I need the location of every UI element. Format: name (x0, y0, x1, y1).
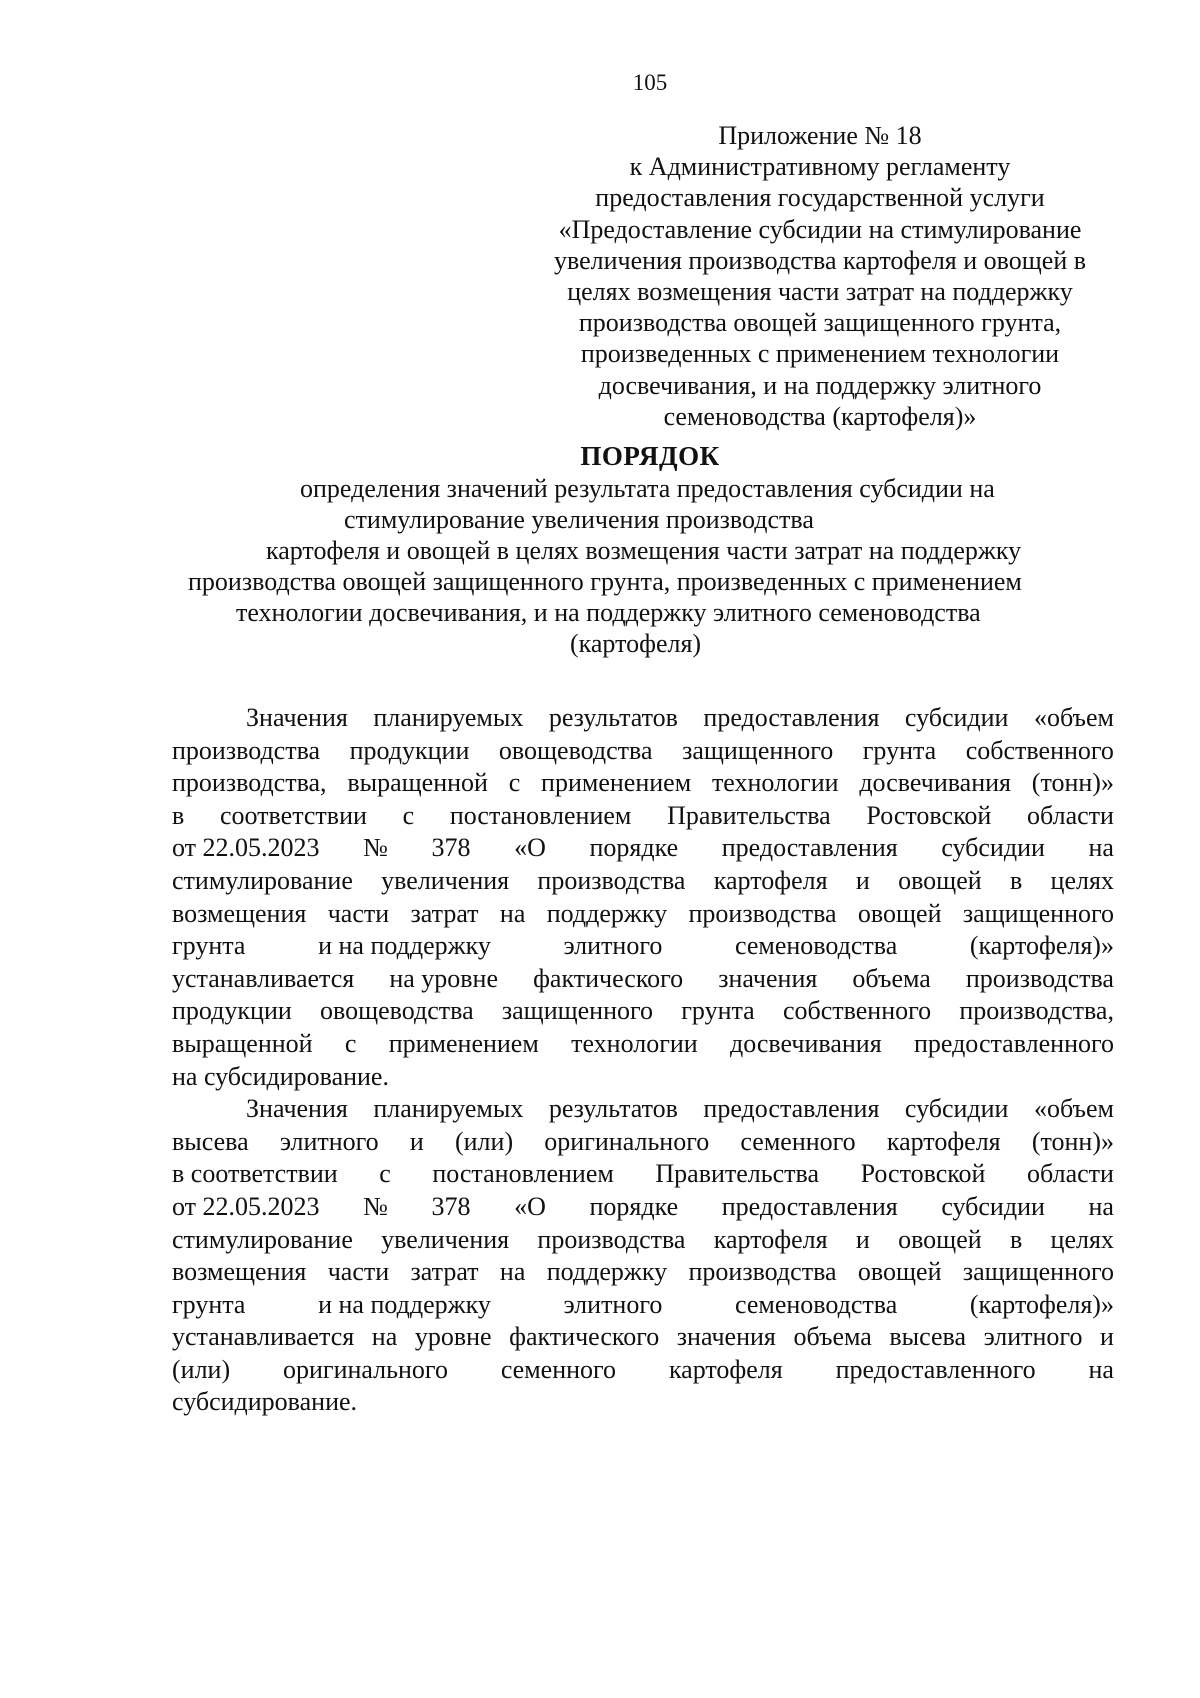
paragraph-line (172, 767, 1114, 800)
word: № (363, 833, 388, 863)
word: Ростовской (860, 1159, 986, 1189)
word: выращенной (172, 1028, 313, 1058)
word: стимулирование (172, 1224, 353, 1254)
word: элитного (983, 1322, 1083, 1352)
word: планируемых (373, 1094, 524, 1124)
word: выращенной (347, 768, 488, 798)
word: предоставления (721, 833, 898, 863)
word: защищенного (962, 898, 1114, 928)
word: результатов (548, 1094, 678, 1124)
word: предоставления (703, 703, 880, 732)
word: (картофеля)» (969, 931, 1114, 961)
word: грунта (862, 735, 937, 765)
document-subtitle (0, 473, 1200, 659)
subtitle-line: картофеля и овощей в целях возмещения части затрат на поддержку (266, 536, 1022, 565)
appendix-line: произведенных с применением технологии (580, 339, 1060, 369)
word: Правительства (655, 1159, 820, 1189)
word: возмещения (172, 1257, 307, 1287)
word: от 22.05.2023 (172, 833, 320, 863)
word: стимулирование (172, 865, 353, 895)
paragraph-line (172, 800, 1114, 833)
word: и (855, 865, 870, 895)
word: грунта (681, 996, 755, 1026)
word: семеноводства (734, 931, 898, 961)
word: порядке (589, 833, 679, 863)
word: на субсидирование. (172, 1061, 389, 1091)
word: постановлением (449, 800, 632, 830)
word: оригинального (544, 1126, 710, 1156)
word: семеноводства (734, 1289, 898, 1319)
word: овощей (857, 1257, 942, 1287)
word: соответствии (219, 800, 367, 830)
paragraph-line (172, 702, 1114, 735)
word: с (508, 768, 521, 798)
word: элитного (563, 1289, 663, 1319)
word: овощей (898, 865, 982, 895)
word: грунта (172, 1289, 246, 1319)
paragraph-line (172, 995, 1114, 1028)
word: субсидии (941, 1191, 1045, 1221)
paragraph-line (172, 1158, 1114, 1191)
subtitle-line: стимулирование увеличения производства (344, 505, 814, 534)
paragraph-line (172, 1321, 1114, 1354)
subtitle-line: (картофеля) (570, 629, 702, 658)
word: производства (965, 963, 1114, 993)
word: (или) (454, 1126, 514, 1156)
word: защищенного (962, 1257, 1114, 1287)
word: с (402, 800, 415, 830)
word: целях (1050, 1224, 1114, 1254)
word: области (1027, 1159, 1114, 1189)
word: (тонн)» (1031, 1126, 1114, 1156)
word: и на поддержку (318, 1289, 491, 1319)
word: элитного (563, 931, 663, 961)
word: значения (676, 1322, 776, 1352)
word: «О (514, 1191, 546, 1221)
word: применением (541, 768, 692, 798)
word: производства (688, 1257, 837, 1287)
word: и (1100, 1322, 1114, 1352)
paragraph-line (172, 1224, 1114, 1257)
word: части (327, 1257, 390, 1287)
appendix-line: производства овощей защищенного грунта, (578, 308, 1062, 338)
word: собственного (782, 996, 932, 1026)
word: применением (388, 1028, 539, 1058)
word: результатов (548, 703, 678, 732)
word: целях (1050, 865, 1114, 895)
word: фактического (509, 1322, 660, 1352)
word: на (1088, 1191, 1114, 1221)
word: производства (537, 1224, 686, 1254)
appendix-line: к Административному регламенту (629, 152, 1011, 182)
appendix-line: семеноводства (картофеля)» (663, 401, 977, 431)
word: (картофеля)» (969, 1289, 1114, 1319)
page-number: 105 (632, 70, 668, 95)
word: на (1088, 833, 1114, 863)
paragraph-line (172, 1191, 1114, 1224)
paragraph-line (172, 1061, 1114, 1094)
word: постановлением (432, 1159, 614, 1189)
paragraph-line (172, 930, 1114, 963)
paragraph-2 (172, 1093, 1114, 1419)
word: картофеля (713, 865, 828, 895)
paragraph-line (172, 1126, 1114, 1159)
word: и (855, 1224, 870, 1254)
word: картофеля (886, 1126, 1001, 1156)
word: поддержку (546, 1257, 668, 1287)
paragraph-line (172, 865, 1114, 898)
word: защищенного (501, 996, 654, 1026)
subtitle-line: технологии досвечивания, и на поддержку элитного семеноводства (236, 598, 981, 627)
word: субсидии (941, 833, 1045, 863)
word: на (499, 1257, 526, 1287)
word: части (327, 898, 390, 928)
word: предоставленного (835, 1354, 1036, 1384)
word: и на поддержку (318, 931, 491, 961)
paragraph-line (172, 735, 1114, 768)
word: увеличения (381, 865, 510, 895)
word: производства, (959, 996, 1114, 1026)
word: объема (852, 963, 931, 993)
word: на уровне (389, 963, 498, 993)
word: овощеводства (498, 735, 653, 765)
appendix-line: увеличения производства картофеля и овощей в (553, 245, 1087, 275)
appendix-line: целях возмещения части затрат на поддержку (567, 277, 1073, 307)
word: объема (793, 1322, 872, 1352)
word: технологии (571, 1028, 698, 1058)
paragraph-line (172, 1028, 1114, 1061)
word: продукции (349, 735, 470, 765)
word: области (1027, 800, 1114, 830)
word: устанавливается (172, 1322, 355, 1352)
word: защищенного (682, 735, 834, 765)
word: Правительства (667, 800, 831, 830)
word: Значения (246, 703, 348, 732)
word: на (371, 1322, 398, 1352)
subtitle-line: определения значений результата предоставления субсидии на (300, 474, 995, 503)
word: № (363, 1191, 388, 1221)
word: в (1009, 1224, 1023, 1254)
word: предоставления (721, 1191, 898, 1221)
word: Значения (246, 1094, 348, 1124)
word: «объем (1033, 1094, 1114, 1124)
word: поддержку (546, 898, 668, 928)
word: затрат (410, 1257, 479, 1287)
word: семенного (740, 1126, 856, 1156)
word: 378 (431, 1191, 471, 1221)
word: овощей (898, 1224, 982, 1254)
word: значения (718, 963, 818, 993)
word: производства (172, 735, 321, 765)
word: с (379, 1159, 391, 1189)
word: субсидии (904, 1094, 1009, 1124)
word: грунта (172, 931, 246, 961)
word: на (1088, 1354, 1114, 1384)
word: устанавливается (172, 963, 355, 993)
word: картофеля (668, 1354, 783, 1384)
paragraph-line (172, 1256, 1114, 1289)
word: производства (537, 865, 686, 895)
appendix-line: предоставления государственной услуги (595, 183, 1045, 213)
word: досвечивания (859, 768, 1012, 798)
word: оригинального (283, 1354, 448, 1384)
word: увеличения (381, 1224, 510, 1254)
word: собственного (965, 735, 1114, 765)
word: с (344, 1028, 357, 1058)
appendix-line: Приложение № 18 (718, 121, 922, 150)
word: досвечивания (729, 1028, 882, 1058)
word: предоставления (703, 1094, 880, 1124)
word: высева (889, 1322, 967, 1352)
word: субсидирование. (172, 1387, 358, 1417)
word: от 22.05.2023 (172, 1191, 320, 1221)
word: овощеводства (320, 996, 474, 1026)
appendix-header (520, 120, 1120, 432)
document-body (172, 702, 1114, 1419)
appendix-line: досвечивания, и на поддержку элитного (598, 370, 1042, 400)
paragraph-line (172, 1354, 1114, 1387)
subtitle-line: производства овощей защищенного грунта, произведенных с применением (188, 567, 1022, 596)
paragraph-line (172, 1093, 1114, 1126)
word: семенного (500, 1354, 617, 1384)
word: предоставленного (913, 1028, 1114, 1058)
word: высева (172, 1126, 249, 1156)
paragraph-line (172, 1386, 1114, 1419)
paragraph-1 (172, 702, 1114, 1093)
word: «О (514, 833, 546, 863)
word: уровне (414, 1322, 492, 1352)
word: в (172, 800, 185, 830)
word: элитного (279, 1126, 379, 1156)
word: субсидии (904, 703, 1009, 732)
word: (тонн)» (1031, 768, 1114, 798)
word: на (499, 898, 526, 928)
word: порядке (589, 1191, 679, 1221)
word: овощей (857, 898, 942, 928)
word: технологии (711, 768, 839, 798)
document-title: ПОРЯДОК (580, 441, 720, 471)
word: возмещения (172, 898, 307, 928)
word: планируемых (373, 703, 524, 732)
paragraph-line (172, 963, 1114, 996)
word: фактического (533, 963, 684, 993)
paragraph-line (172, 898, 1114, 931)
word: продукции (172, 996, 292, 1026)
word: в соответствии (172, 1159, 338, 1189)
word: затрат (410, 898, 479, 928)
word: картофеля (713, 1224, 828, 1254)
word: Ростовской (866, 800, 992, 830)
word: и (409, 1126, 424, 1156)
word: производства (688, 898, 837, 928)
word: (или) (172, 1354, 231, 1384)
paragraph-line (172, 1289, 1114, 1322)
paragraph-line (172, 832, 1114, 865)
word: в (1009, 865, 1023, 895)
word: «объем (1033, 703, 1114, 732)
word: производства, (172, 768, 327, 798)
appendix-line: «Предоставление субсидии на стимулирование (558, 214, 1082, 244)
word: 378 (431, 833, 471, 863)
